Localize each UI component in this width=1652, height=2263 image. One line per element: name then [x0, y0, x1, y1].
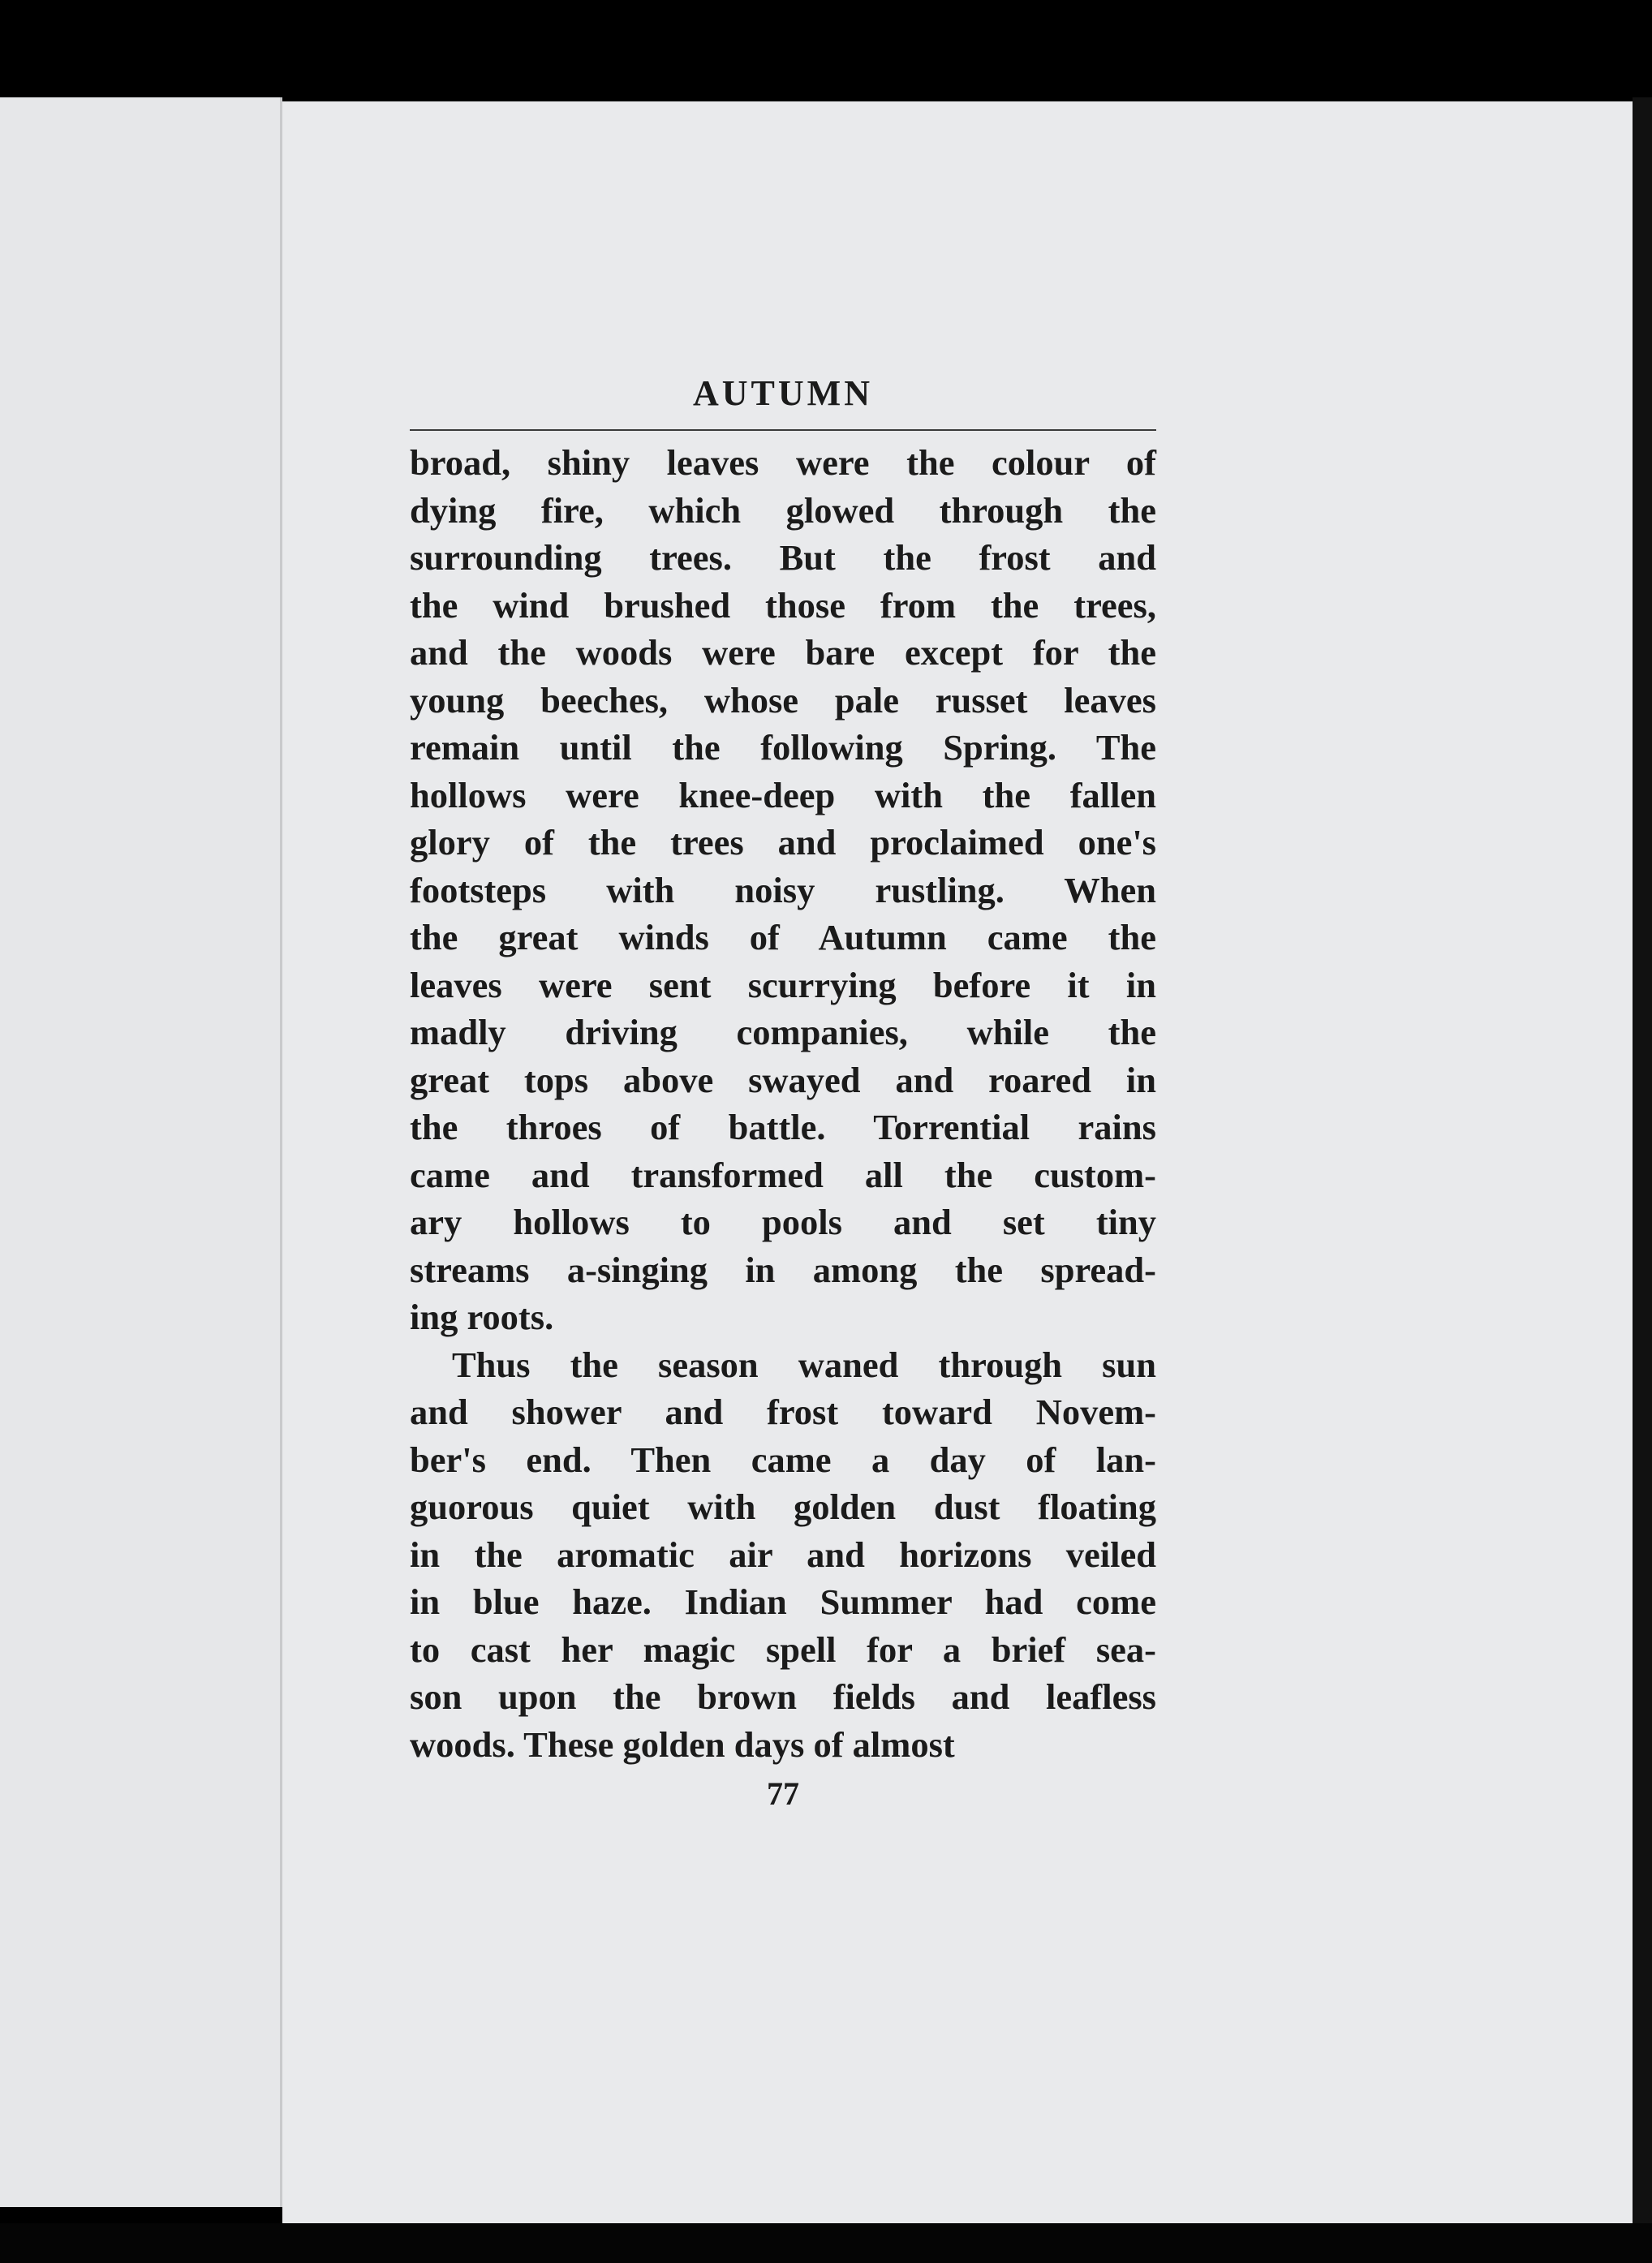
- text-line: young beeches, whose pale russet leaves: [410, 679, 1156, 721]
- text-line: leaves were sent scurrying before it in: [410, 964, 1156, 1005]
- text-line: son upon the brown fields and leafless: [410, 1676, 1156, 1717]
- page-number: 77: [767, 1775, 799, 1812]
- text-line: came and transformed all the custom-: [410, 1154, 1156, 1195]
- text-line: ary hollows to pools and set tiny: [410, 1202, 1156, 1242]
- text-line: hollows were knee-deep with the fallen: [410, 774, 1156, 815]
- text-line: surrounding trees. But the frost and: [410, 537, 1156, 578]
- text-line: woods. These golden days of almost: [410, 1723, 955, 1765]
- text-line: remain until the following Spring. The: [410, 727, 1156, 768]
- text-line: ing roots.: [410, 1297, 554, 1337]
- text-line: the throes of battle. Torrential rains: [410, 1107, 1156, 1147]
- text-line: the great winds of Autumn came the: [410, 917, 1156, 957]
- text-line: broad, shiny leaves were the colour of: [410, 442, 1156, 483]
- text-line: in the aromatic air and horizons veiled: [410, 1534, 1156, 1575]
- text-line: dying fire, which glowed through the: [410, 489, 1156, 531]
- text-line: ber's end. Then came a day of lan-: [410, 1439, 1156, 1480]
- text-line: madly driving companies, while the: [410, 1012, 1156, 1052]
- scan-bottom-edge: [0, 2223, 1652, 2263]
- text-line: Thus the season waned through sun: [452, 1344, 1156, 1385]
- text-line: guorous quiet with golden dust floating: [410, 1486, 1156, 1527]
- text-line: streams a-singing in among the spread-: [410, 1249, 1156, 1290]
- text-line: in blue haze. Indian Summer had come: [410, 1581, 1156, 1622]
- text-line: and the woods were bare except for the: [410, 632, 1156, 673]
- running-head: AUTUMN: [693, 373, 873, 413]
- page-text-block: [410, 369, 1156, 1817]
- text-line: footsteps with noisy rustling. When: [410, 869, 1156, 910]
- left-facing-page: [0, 97, 282, 2207]
- text-line: the wind brushed those from the trees,: [410, 584, 1156, 626]
- text-line: and shower and frost toward Novem-: [410, 1392, 1156, 1432]
- scan-right-edge: [1633, 97, 1652, 2263]
- text-line: great tops above swayed and roared in: [410, 1059, 1156, 1100]
- paragraph-2: [410, 1341, 1156, 1769]
- paragraph-1: [410, 439, 1156, 1341]
- text-line: glory of the trees and proclaimed one's: [410, 822, 1156, 863]
- running-head-rule: [410, 429, 1156, 431]
- text-line: to cast her magic spell for a brief sea-: [410, 1628, 1156, 1670]
